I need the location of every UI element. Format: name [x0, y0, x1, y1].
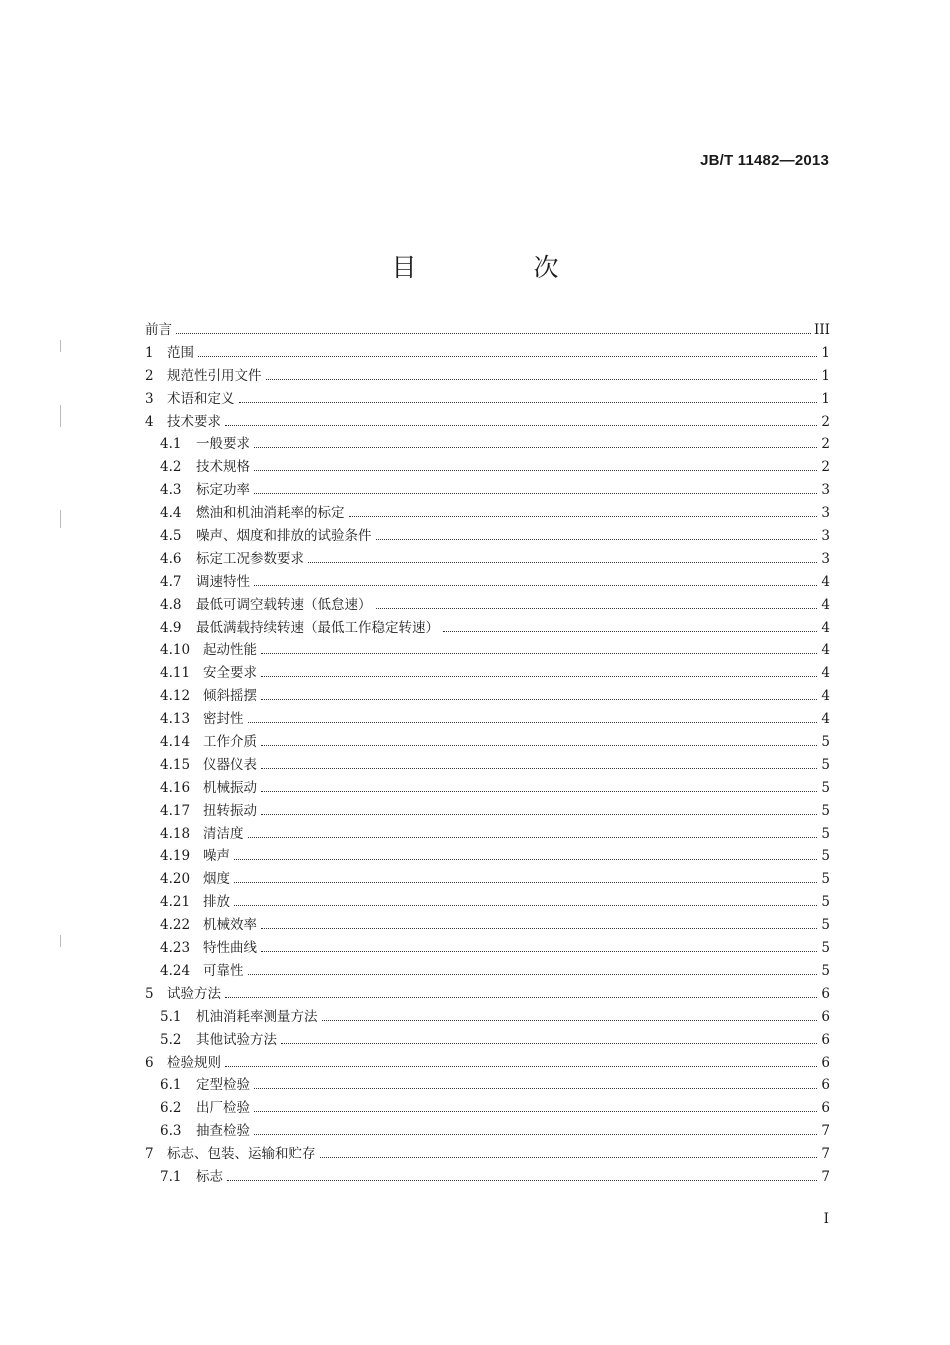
- document-code: JB/T 11482—2013: [700, 152, 829, 169]
- toc-entry-title: 起动性能: [203, 642, 257, 659]
- toc-dot-leader: [261, 653, 817, 654]
- toc-entry[interactable]: [145, 867, 830, 890]
- toc-entry-number: 5.1: [160, 1008, 182, 1025]
- toc-entry-number: 4.16: [160, 779, 191, 796]
- toc-entry-page: 5: [821, 825, 830, 842]
- toc-dot-leader: [443, 631, 817, 632]
- toc-dot-leader: [248, 837, 818, 838]
- toc-entry-title: 检验规则: [167, 1054, 221, 1071]
- toc-entry-page: 6: [821, 1077, 830, 1094]
- toc-entry[interactable]: [145, 776, 830, 799]
- scan-mark: [60, 935, 61, 947]
- page-title: 目 次: [391, 253, 605, 282]
- toc-entry-page: 1: [821, 390, 830, 407]
- toc-dot-leader: [225, 1066, 817, 1067]
- toc-entry-number: 4.12: [160, 688, 191, 705]
- toc-entry-title: 标志、包装、运输和贮存: [167, 1146, 316, 1163]
- toc-dot-leader: [248, 722, 818, 723]
- toc-entry-number: 4.13: [160, 711, 191, 728]
- toc-entry[interactable]: [145, 1142, 830, 1165]
- toc-entry-page: 5: [821, 734, 830, 751]
- toc-entry[interactable]: [145, 387, 830, 410]
- toc-entry-title: 一般要求: [196, 436, 250, 453]
- page-number: I: [823, 1211, 829, 1227]
- toc-dot-leader: [320, 1157, 818, 1158]
- toc-entry[interactable]: [145, 570, 830, 593]
- toc-entry[interactable]: [145, 593, 830, 616]
- toc-entry-page: 5: [821, 756, 830, 773]
- toc-dot-leader: [261, 791, 817, 792]
- toc-entry-title: 可靠性: [203, 962, 244, 979]
- toc-dot-leader: [234, 859, 817, 860]
- toc-entry-number: 4.8: [160, 596, 182, 613]
- toc-entry-page: 7: [821, 1146, 830, 1163]
- toc-dot-leader: [254, 447, 817, 448]
- toc-entry-number: 7.1: [160, 1168, 182, 1185]
- toc-entry-page: 3: [821, 550, 830, 567]
- toc-entry-number: 4.19: [160, 848, 191, 865]
- toc-entry-number: 4.24: [160, 962, 191, 979]
- toc-entry-page: 4: [821, 711, 830, 728]
- toc-entry-title: 调速特性: [196, 573, 250, 590]
- toc-entry[interactable]: [145, 1051, 830, 1074]
- toc-dot-leader: [266, 379, 818, 380]
- scan-mark: [60, 405, 61, 427]
- toc-entry-title: 出厂检验: [196, 1100, 250, 1117]
- toc-entry-number: 4.7: [160, 573, 182, 590]
- toc-entry-page: 5: [821, 848, 830, 865]
- toc-entry[interactable]: [145, 478, 830, 501]
- toc-entry-number: 1: [145, 344, 154, 361]
- toc-entry-page: 2: [821, 436, 830, 453]
- toc-entry[interactable]: [145, 753, 830, 776]
- toc-entry-number: 6.2: [160, 1100, 182, 1117]
- toc-entry-title: 仪器仪表: [203, 756, 257, 773]
- toc-entry[interactable]: [145, 913, 830, 936]
- toc-entry[interactable]: [145, 890, 830, 913]
- toc-entry-title: 范围: [167, 344, 194, 361]
- toc-dot-leader: [349, 516, 818, 517]
- toc-entry-page: 5: [821, 894, 830, 911]
- toc-entry-title: 扭转振动: [203, 802, 257, 819]
- toc-dot-leader: [198, 356, 817, 357]
- toc-entry[interactable]: [145, 730, 830, 753]
- toc-entry-number: 4.11: [160, 665, 191, 682]
- toc-dot-leader: [261, 951, 817, 952]
- toc-entry-page: 3: [821, 482, 830, 499]
- toc-entry-number: 3: [145, 390, 154, 407]
- toc-entry-page: 6: [821, 1031, 830, 1048]
- toc-entry-title: 试验方法: [167, 985, 221, 1002]
- toc-entry-title: 工作介质: [203, 734, 257, 751]
- toc-dot-leader: [281, 1043, 817, 1044]
- toc-entry-title: 噪声、烟度和排放的试验条件: [196, 528, 372, 545]
- toc-entry[interactable]: [145, 982, 830, 1005]
- toc-entry[interactable]: [145, 799, 830, 822]
- toc-entry-page: 4: [821, 619, 830, 636]
- toc-entry-number: 4.4: [160, 505, 182, 522]
- toc-entry[interactable]: [145, 936, 830, 959]
- toc-entry-page: 2: [821, 413, 830, 430]
- toc-entry-title: 机油消耗率测量方法: [196, 1008, 318, 1025]
- toc-entry-page: 5: [821, 871, 830, 888]
- toc-entry-number: 5: [145, 985, 154, 1002]
- toc-entry[interactable]: [145, 1096, 830, 1119]
- toc-entry-number: 4.14: [160, 734, 191, 751]
- toc-entry-number: 4.23: [160, 940, 191, 957]
- toc-entry-title: 机械效率: [203, 917, 257, 934]
- toc-entry-title: 技术规格: [196, 459, 250, 476]
- toc-entry-title: 前言: [145, 322, 172, 338]
- toc-entry-number: 6: [145, 1054, 154, 1071]
- toc-entry[interactable]: [145, 959, 830, 982]
- toc-dot-leader: [254, 585, 817, 586]
- toc-dot-leader: [227, 1180, 817, 1181]
- toc-entry-page: 5: [821, 940, 830, 957]
- toc-entry-page: 4: [821, 642, 830, 659]
- toc-entry[interactable]: [145, 661, 830, 684]
- toc-dot-leader: [254, 1134, 817, 1135]
- toc-entry-page: 7: [821, 1168, 830, 1185]
- toc-entry-number: 4.2: [160, 459, 182, 476]
- toc-entry-number: 4.1: [160, 436, 182, 453]
- toc-entry-number: 4.18: [160, 825, 191, 842]
- toc-dot-leader: [261, 814, 817, 815]
- toc-entry-title: 清洁度: [203, 825, 244, 842]
- toc-entry[interactable]: [145, 501, 830, 524]
- scan-mark: [60, 340, 61, 352]
- toc-entry-number: 4.6: [160, 550, 182, 567]
- toc-entry-page: 4: [821, 573, 830, 590]
- toc-entry-number: 4.9: [160, 619, 182, 636]
- toc-entry[interactable]: [145, 616, 830, 639]
- toc-dot-leader: [234, 905, 817, 906]
- toc-dot-leader: [261, 745, 817, 746]
- toc-dot-leader: [376, 539, 818, 540]
- toc-entry-number: 4.20: [160, 871, 191, 888]
- toc-entry[interactable]: [145, 432, 830, 455]
- toc-dot-leader: [225, 997, 817, 998]
- toc-entry-number: 4.21: [160, 894, 191, 911]
- toc-entry[interactable]: [145, 524, 830, 547]
- toc-entry[interactable]: [145, 318, 830, 341]
- toc-entry-title: 标志: [196, 1168, 223, 1185]
- toc-entry-page: III: [814, 322, 830, 338]
- toc-entry[interactable]: [145, 364, 830, 387]
- toc-entry-page: 3: [821, 528, 830, 545]
- toc-entry-page: 6: [821, 1100, 830, 1117]
- toc-entry-title: 其他试验方法: [196, 1031, 277, 1048]
- toc-entry-page: 3: [821, 505, 830, 522]
- toc-entry[interactable]: [145, 410, 830, 433]
- toc-entry[interactable]: [145, 684, 830, 707]
- toc-entry-number: 6.1: [160, 1077, 182, 1094]
- toc-entry-title: 术语和定义: [167, 390, 235, 407]
- toc-entry-title: 定型检验: [196, 1077, 250, 1094]
- toc-dot-leader: [376, 608, 818, 609]
- toc-dot-leader: [254, 493, 817, 494]
- toc-dot-leader: [261, 699, 817, 700]
- toc-entry-page: 6: [821, 1054, 830, 1071]
- toc-entry-number: 4: [145, 413, 154, 430]
- toc-entry[interactable]: [145, 822, 830, 845]
- toc-entry-title: 烟度: [203, 871, 230, 888]
- toc-entry-number: 4.22: [160, 917, 191, 934]
- toc-entry-title: 燃油和机油消耗率的标定: [196, 505, 345, 522]
- toc-entry-page: 6: [821, 1008, 830, 1025]
- toc-entry-page: 1: [821, 367, 830, 384]
- toc-dot-leader: [176, 333, 811, 334]
- toc-dot-leader: [239, 402, 818, 403]
- toc-dot-leader: [261, 676, 817, 677]
- toc-entry-number: 4.3: [160, 482, 182, 499]
- toc-entry-title: 倾斜摇摆: [203, 688, 257, 705]
- toc-entry-title: 标定工况参数要求: [196, 550, 304, 567]
- toc-dot-leader: [234, 882, 817, 883]
- toc-dot-leader: [308, 562, 817, 563]
- toc-entry-number: 4.17: [160, 802, 191, 819]
- toc-entry-title: 抽查检验: [196, 1123, 250, 1140]
- toc-entry[interactable]: [145, 638, 830, 661]
- toc-entry-title: 机械振动: [203, 779, 257, 796]
- toc-entry-title: 最低满载持续转速（最低工作稳定转速）: [196, 619, 439, 636]
- toc-entry-number: 7: [145, 1146, 154, 1163]
- toc-entry-title: 规范性引用文件: [167, 367, 262, 384]
- toc-entry-title: 标定功率: [196, 482, 250, 499]
- toc-entry-title: 技术要求: [167, 413, 221, 430]
- toc-dot-leader: [322, 1020, 818, 1021]
- toc-entry-title: 特性曲线: [203, 940, 257, 957]
- table-of-contents: [145, 318, 830, 1188]
- toc-entry-title: 密封性: [203, 711, 244, 728]
- toc-entry[interactable]: [145, 547, 830, 570]
- toc-entry[interactable]: [145, 1028, 830, 1051]
- toc-entry[interactable]: [145, 1165, 830, 1188]
- toc-entry[interactable]: [145, 341, 830, 364]
- toc-entry-number: 4.10: [160, 642, 191, 659]
- toc-entry-title: 最低可调空载转速（低怠速）: [196, 596, 372, 613]
- toc-dot-leader: [254, 470, 817, 471]
- toc-dot-leader: [261, 768, 817, 769]
- toc-entry-page: 5: [821, 802, 830, 819]
- toc-entry-page: 4: [821, 596, 830, 613]
- toc-entry-page: 6: [821, 985, 830, 1002]
- toc-entry-title: 排放: [203, 894, 230, 911]
- toc-entry-number: 6.3: [160, 1123, 182, 1140]
- toc-entry[interactable]: [145, 707, 830, 730]
- toc-entry-page: 1: [821, 344, 830, 361]
- toc-dot-leader: [261, 928, 817, 929]
- toc-entry[interactable]: [145, 1005, 830, 1028]
- toc-entry-number: 5.2: [160, 1031, 182, 1048]
- toc-entry-page: 4: [821, 665, 830, 682]
- toc-entry[interactable]: [145, 844, 830, 867]
- toc-entry-page: 2: [821, 459, 830, 476]
- toc-entry-page: 5: [821, 962, 830, 979]
- toc-entry-title: 噪声: [203, 848, 230, 865]
- toc-entry-number: 4.15: [160, 756, 191, 773]
- toc-entry-number: 2: [145, 367, 154, 384]
- toc-entry-number: 4.5: [160, 528, 182, 545]
- toc-dot-leader: [225, 425, 817, 426]
- toc-dot-leader: [254, 1088, 817, 1089]
- toc-entry-page: 5: [821, 917, 830, 934]
- toc-entry-page: 5: [821, 779, 830, 796]
- toc-entry[interactable]: [145, 1119, 830, 1142]
- toc-entry-page: 7: [821, 1123, 830, 1140]
- toc-entry-title: 安全要求: [203, 665, 257, 682]
- toc-entry[interactable]: [145, 1073, 830, 1096]
- toc-dot-leader: [254, 1111, 817, 1112]
- scan-mark: [60, 510, 61, 528]
- toc-entry-page: 4: [821, 688, 830, 705]
- toc-entry[interactable]: [145, 455, 830, 478]
- toc-dot-leader: [248, 974, 818, 975]
